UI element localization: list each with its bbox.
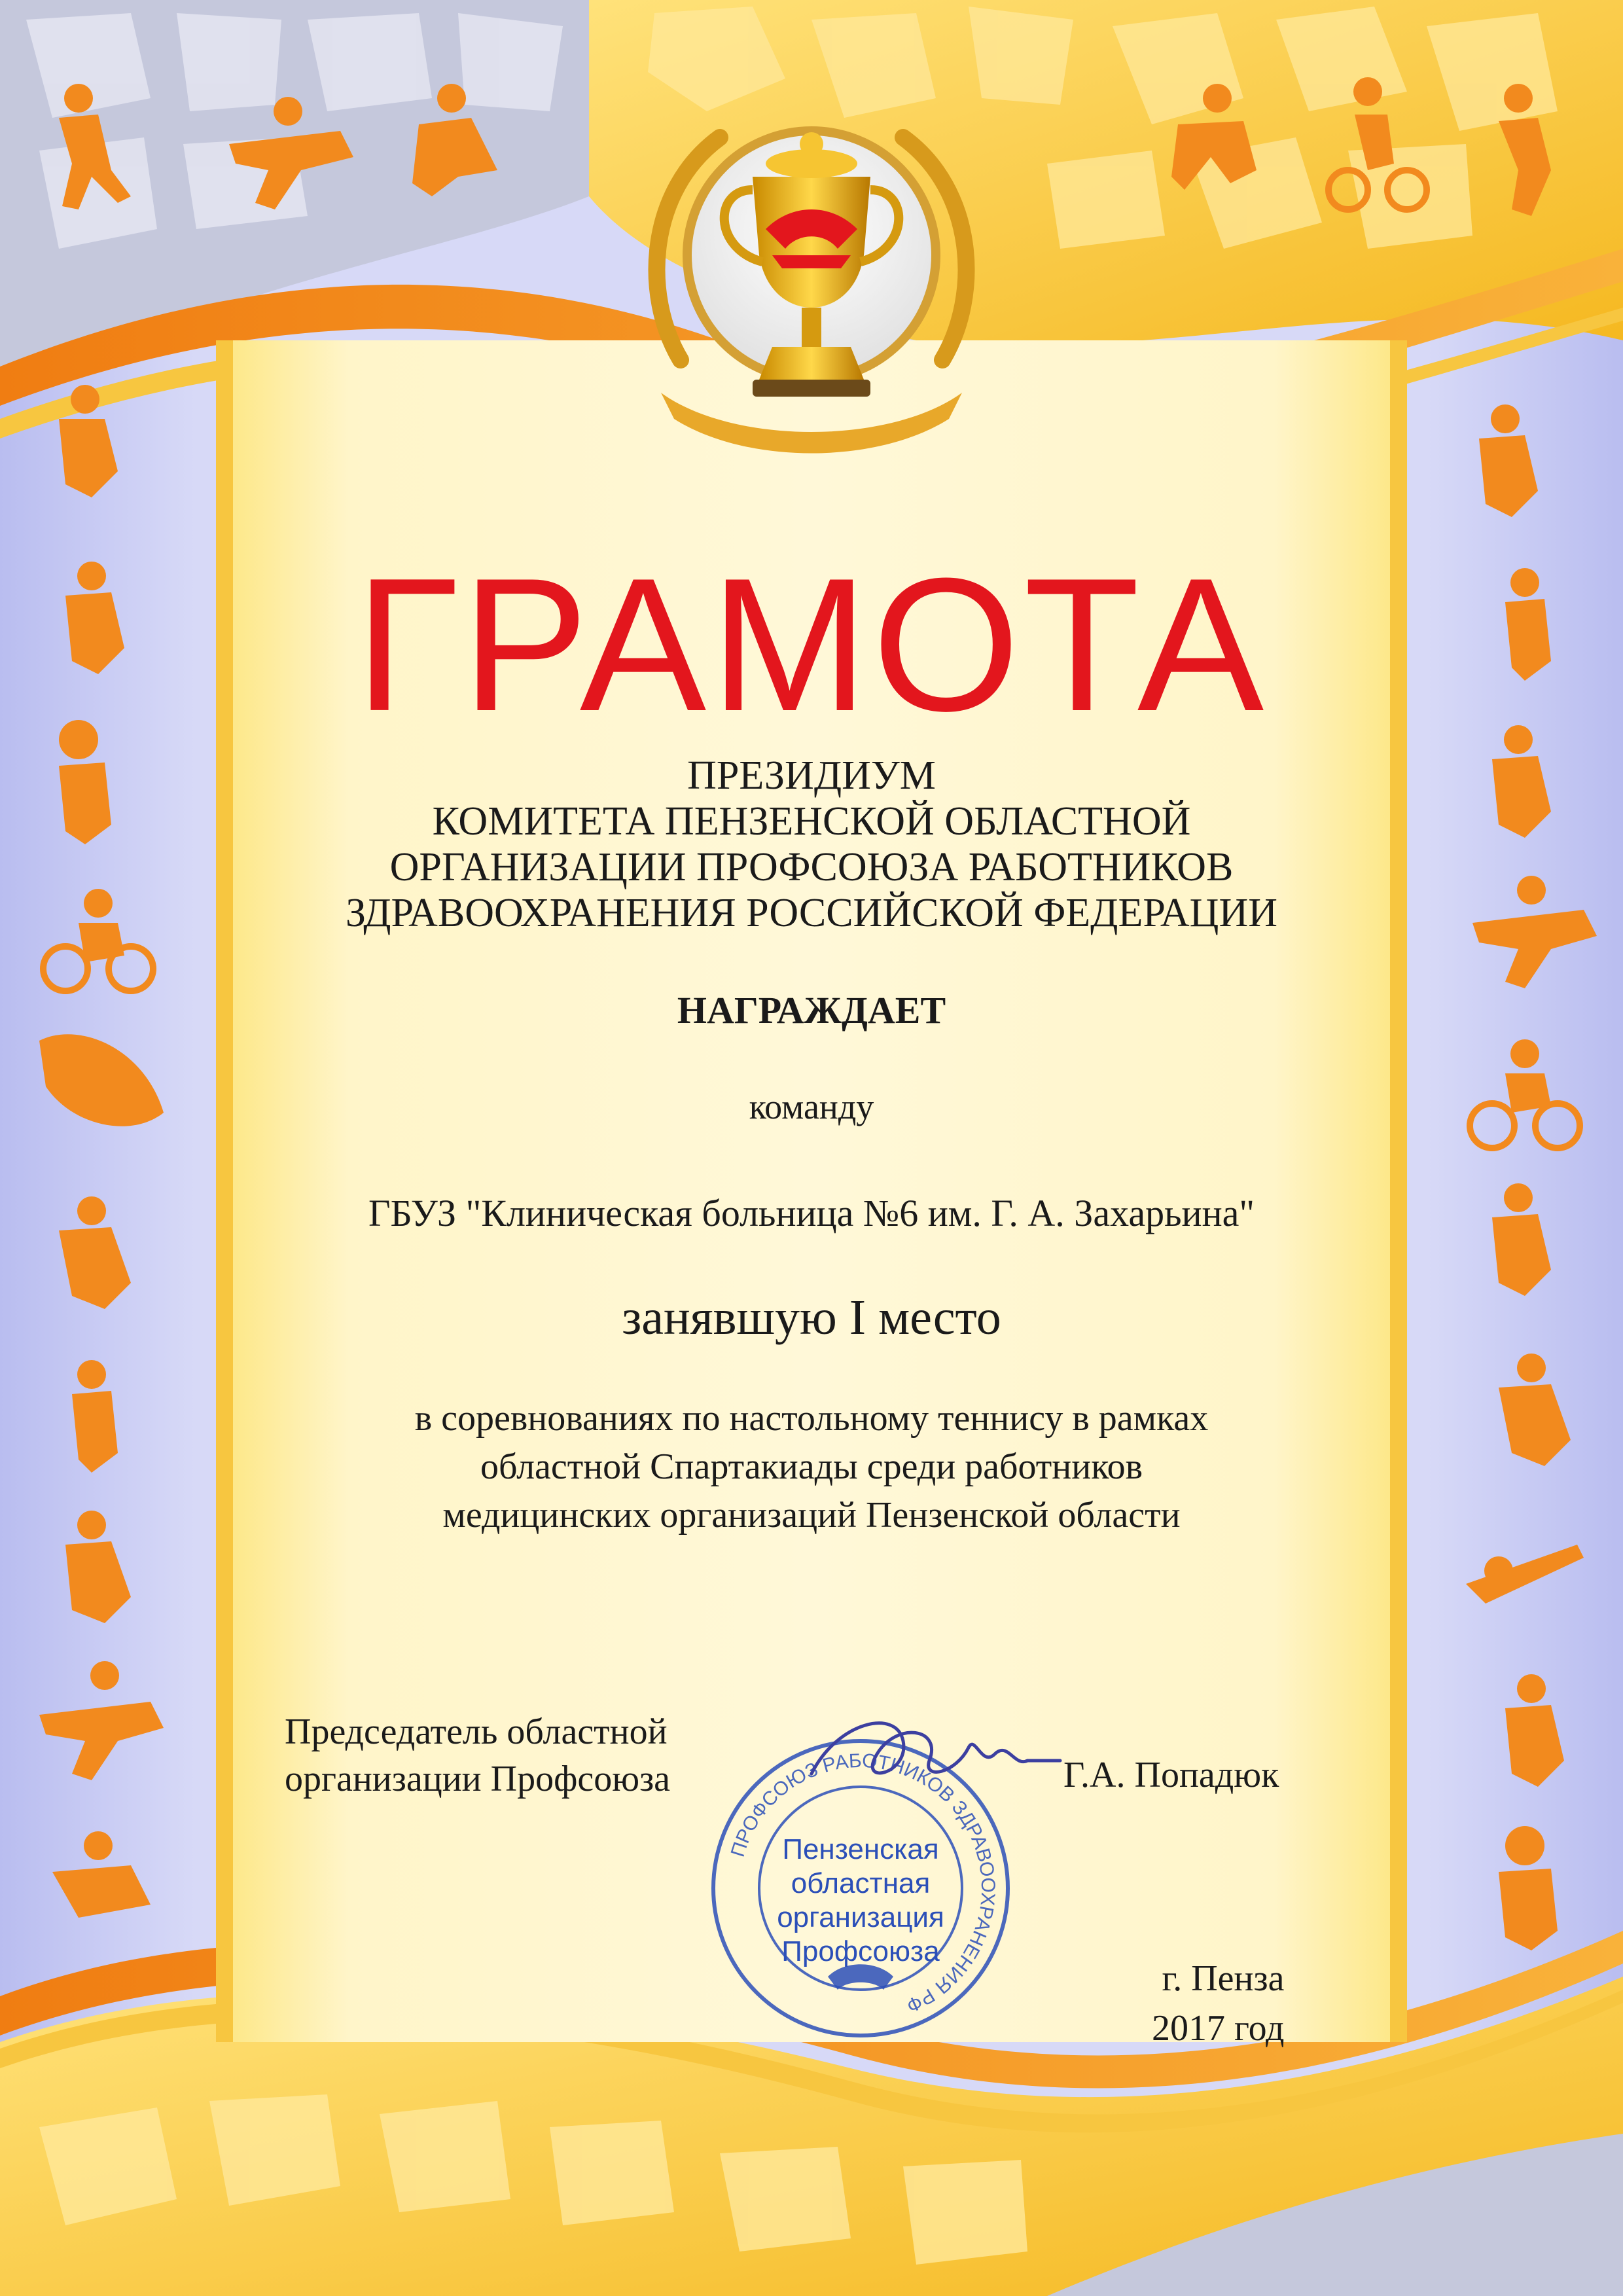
signatory-role-line: Председатель областной: [285, 1712, 668, 1752]
signatory-role: [285, 1708, 670, 1803]
seal-line: Профсоюза: [781, 1935, 940, 1967]
sport-figure-icon: [412, 84, 497, 196]
seal-ring-text: ПРОФСОЮЗ РАБОТНИКОВ ЗДРАВООХРАНЕНИЯ РФ: [726, 1749, 999, 2017]
sport-figure-icon: [39, 1661, 164, 1780]
seal-line: областная: [791, 1867, 931, 1899]
sport-figure-icon: [59, 385, 118, 497]
recipient-label: команду: [749, 1087, 874, 1126]
sport-figure-icon: [59, 84, 131, 209]
sport-figure-icon: [1479, 404, 1538, 517]
place-and-date: [1152, 1954, 1284, 2053]
place-text: занявшую I место: [622, 1290, 1001, 1345]
organization-block: [0, 753, 1623, 936]
sport-figure-icon: [1171, 84, 1257, 190]
description-block: [0, 1394, 1623, 1539]
seal-line: Пензенская: [782, 1833, 939, 1865]
year: 2017 год: [1152, 2008, 1285, 2049]
signatory-role-line: организации Профсоюза: [285, 1759, 671, 1799]
certificate-title: ГРАМОТА: [355, 539, 1268, 751]
seal-center-text: [707, 1833, 1014, 1969]
recipient-name: ГБУЗ "Клиническая больница №6 им. Г. А. Захарьина": [368, 1192, 1255, 1234]
description-line: медицинских организаций Пензенской области: [442, 1495, 1181, 1535]
sport-figure-icon: [1505, 1674, 1564, 1787]
seal-line: организация: [777, 1901, 944, 1933]
sport-figure-icon: [1499, 84, 1551, 216]
description-line: в соревнованиях по настольному теннису в рамках: [414, 1398, 1209, 1439]
organization-line: ОРГАНИЗАЦИИ ПРОФСОЮЗА РАБОТНИКОВ: [389, 845, 1234, 889]
organization-line: ПРЕЗИДИУМ: [687, 753, 936, 798]
awards-heading: НАГРАЖДАЕТ: [677, 989, 946, 1031]
sport-figure-icon: [52, 1831, 151, 1918]
city: г. Пенза: [1162, 1958, 1285, 1999]
description-line: областной Спартакиады среди работников: [480, 1446, 1143, 1487]
trophy-emblem: [641, 79, 982, 484]
sport-figure-icon: [1499, 1826, 1558, 1950]
organization-line: ЗДРАВООХРАНЕНИЯ РОССИЙСКОЙ ФЕДЕРАЦИИ: [345, 891, 1277, 935]
sport-figure-icon: [1329, 77, 1427, 209]
signatory-name: Г.А. Попадюк: [1063, 1755, 1279, 1795]
sport-figure-icon: [1466, 1545, 1584, 1604]
sport-figure-icon: [229, 97, 353, 209]
signature: [798, 1682, 1073, 1813]
organization-line: КОМИТЕТА ПЕНЗЕНСКОЙ ОБЛАСТНОЙ: [432, 799, 1191, 844]
